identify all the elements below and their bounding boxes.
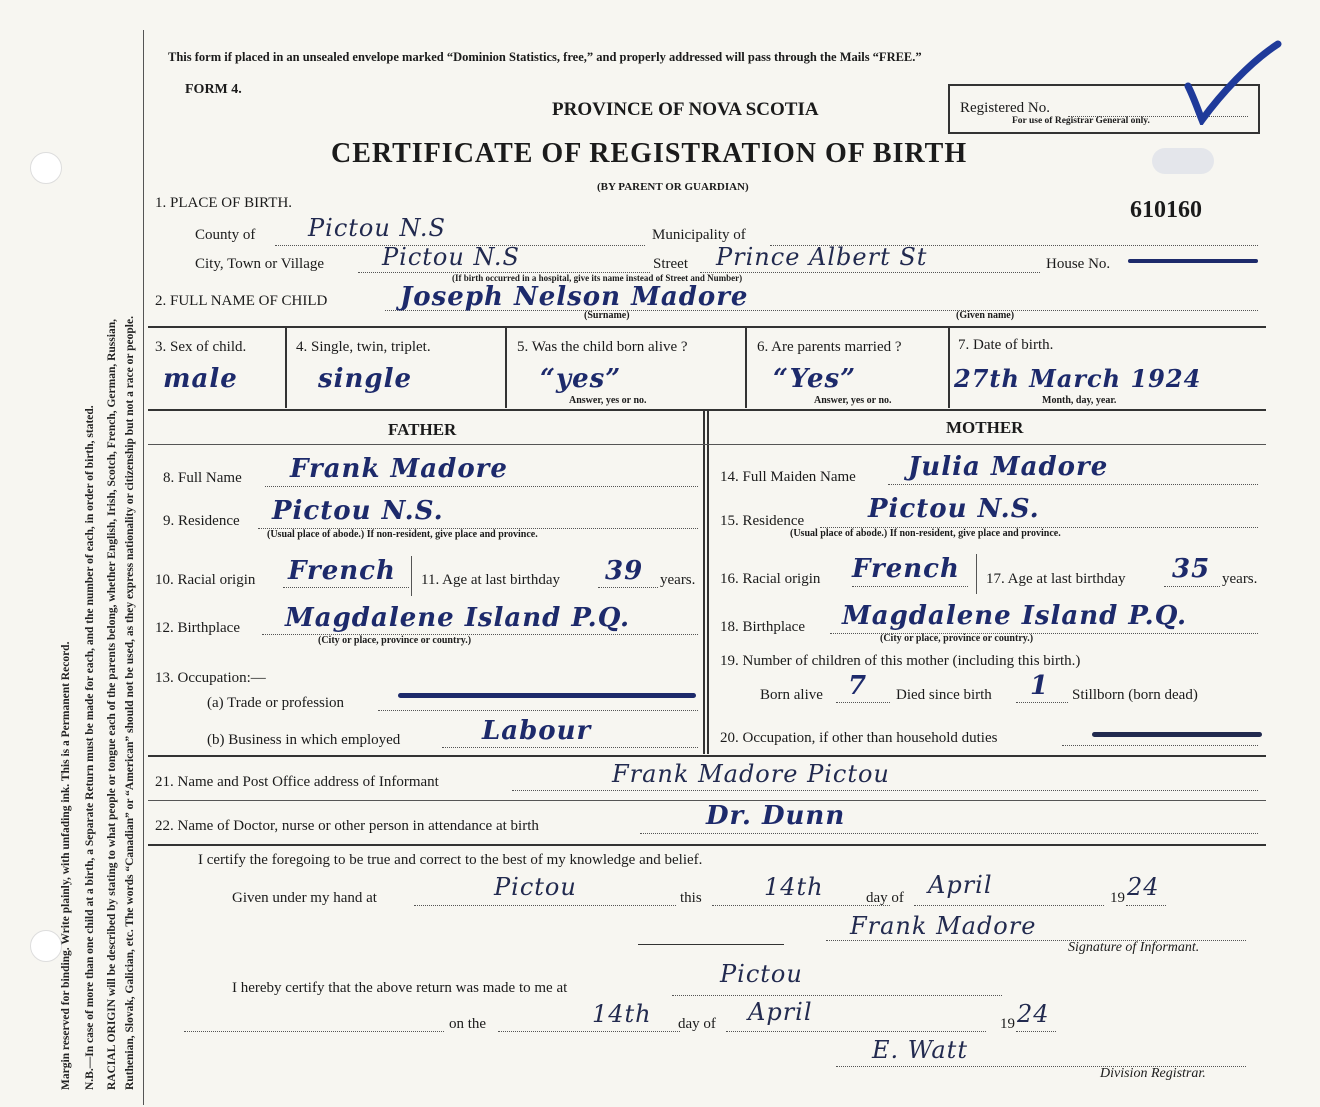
punch-hole-top [30, 152, 62, 184]
mother-birthplace-value: Magdalene Island P.Q. [842, 601, 1188, 631]
on-the-label: on the [449, 1016, 487, 1032]
informant-label: 21. Name and Post Office address of Informant [155, 774, 439, 790]
mother-residence-label: 15. Residence [720, 513, 805, 529]
certify-day: 14th [764, 873, 824, 901]
father-years: years. [660, 572, 696, 588]
born-alive-note: Answer, yes or no. [569, 395, 647, 406]
father-birthplace-note: (City or place, province or country.) [318, 635, 472, 646]
doctor-value: Dr. Dunn [706, 801, 846, 831]
registered-note: For use of Registrar General only. [1012, 116, 1150, 126]
father-birthplace-value: Magdalene Island P.Q. [285, 603, 631, 633]
registered-label: Registered No. [960, 100, 1050, 116]
given-name-note: (Given name) [956, 310, 1015, 321]
father-name-value: Frank Madore [290, 454, 508, 484]
registrar-place: Pictou [720, 960, 803, 988]
registrar-day: 14th [592, 1000, 652, 1028]
father-racial-label: 10. Racial origin [155, 572, 256, 588]
informant-signature-label: Signature of Informant. [1068, 940, 1200, 955]
hospital-note: (If birth occurred in a hospital, give its name instead of Street and Number) [452, 273, 743, 283]
born-alive-question: 5. Was the child born alive ? [517, 339, 688, 355]
doctor-label: 22. Name of Doctor, nurse or other person in attendance at birth [155, 818, 539, 834]
registrar-year-prefix: 19 [1000, 1016, 1015, 1032]
sidebar-line-4: Ruthenian, Slovak, Galician, etc. The words “Canadian” or “American” should not be used, as they express nationality or citizenship but not a race or people. [124, 316, 136, 1090]
mother-name-value: Julia Madore [908, 452, 1109, 482]
stamp-smudge [1152, 148, 1214, 174]
mother-residence-note: (Usual place of abode.) If non-resident, give place and province. [790, 528, 1061, 539]
given-place: Pictou [494, 873, 577, 901]
form-number: FORM 4. [185, 82, 242, 97]
province-heading: PROVINCE OF NOVA SCOTIA [552, 99, 819, 120]
business-label: (b) Business in which employed [207, 732, 401, 748]
mother-occupation-label: 20. Occupation, if other than household duties [720, 730, 998, 746]
born-alive-count: 7 [848, 671, 868, 701]
father-residence-note: (Usual place of abode.) If non-resident, give place and province. [267, 529, 538, 540]
street-label: Street [653, 256, 688, 272]
birth-date-note: Month, day, year. [1042, 395, 1117, 406]
married-note: Answer, yes or no. [814, 395, 892, 406]
father-age-label: 11. Age at last birthday [421, 572, 560, 588]
surname-note: (Surname) [584, 310, 630, 321]
father-residence-label: 9. Residence [163, 513, 240, 529]
sidebar-line-1: Margin reserved for binding. Write plainly, with unfading ink. This is a Permanent Record. [60, 641, 72, 1090]
mother-age-value: 35 [1172, 554, 1211, 584]
mother-birthplace-note: (City or place, province or country.) [880, 633, 1034, 644]
father-residence-value: Pictou N.S. [272, 496, 444, 526]
registrar-year-suffix: 24 [1017, 1000, 1050, 1028]
county-label: County of [195, 227, 256, 243]
certify-day-label: day of [866, 890, 904, 906]
mother-age-label: 17. Age at last birthday [986, 571, 1126, 587]
registrar-signature: E. Watt [872, 1036, 968, 1064]
father-heading: FATHER [388, 420, 457, 439]
stillborn-label: Stillborn (born dead) [1072, 687, 1198, 703]
margin-rule [143, 30, 144, 1105]
informant-value: Frank Madore Pictou [612, 760, 890, 788]
certificate-title: CERTIFICATE OF REGISTRATION OF BIRTH [331, 138, 968, 169]
house-dash [1128, 259, 1258, 263]
trade-label: (a) Trade or profession [207, 695, 345, 711]
born-alive-answer: “yes” [540, 364, 622, 394]
certify-year-suffix: 24 [1127, 873, 1160, 901]
punch-hole-bottom [30, 930, 62, 962]
father-birthplace-label: 12. Birthplace [155, 620, 240, 636]
mother-racial-value: French [852, 554, 960, 584]
occupation-label: 13. Occupation:— [155, 670, 266, 686]
died-count: 1 [1030, 671, 1050, 701]
mother-birthplace-label: 18. Birthplace [720, 619, 805, 635]
certificate-subtitle: (BY PARENT OR GUARDIAN) [597, 181, 749, 193]
birth-date-value: 27th March 1924 [954, 364, 1202, 393]
children-count-label: 19. Number of children of this mother (including this birth.) [720, 653, 1081, 669]
birth-type-value: single [318, 364, 413, 394]
city-label: City, Town or Village [195, 256, 325, 272]
sex-label: 3. Sex of child. [155, 339, 247, 355]
this-label: this [680, 890, 702, 906]
place-heading: 1. PLACE OF BIRTH. [155, 195, 293, 211]
checkmark-icon [1180, 40, 1285, 125]
municipality-label: Municipality of [652, 227, 746, 243]
birth-date-label: 7. Date of birth. [958, 337, 1054, 353]
street-value: Prince Albert St [716, 243, 928, 271]
binding-margin [0, 0, 140, 1107]
sex-value: male [163, 364, 238, 394]
given-label: Given under my hand at [232, 890, 377, 906]
registrar-signature-label: Division Registrar. [1100, 1066, 1206, 1081]
married-question: 6. Are parents married ? [757, 339, 902, 355]
informant-signature: Frank Madore [850, 912, 1037, 940]
birth-type-label: 4. Single, twin, triplet. [296, 339, 431, 355]
child-name-value: Joseph Nelson Madore [400, 282, 749, 312]
mother-years: years. [1222, 571, 1258, 587]
trade-dash [398, 693, 696, 698]
child-name-label: 2. FULL NAME OF CHILD [155, 293, 328, 309]
registrar-statement: I hereby certify that the above return was made to me at [232, 980, 568, 996]
sidebar-line-2: N.B.—In case of more than one child at a birth, a Separate Return must be made for each, and the number of each, in order of birth, stated. [84, 405, 96, 1090]
divider-rule [638, 944, 784, 945]
certify-year-prefix: 19 [1110, 890, 1125, 906]
father-age-value: 39 [605, 556, 644, 586]
city-value: Pictou N.S [382, 243, 520, 271]
mother-name-label: 14. Full Maiden Name [720, 469, 856, 485]
father-racial-value: French [288, 556, 396, 586]
father-name-label: 8. Full Name [163, 470, 242, 486]
house-label: House No. [1046, 256, 1111, 272]
mother-heading: MOTHER [946, 418, 1024, 437]
mail-notice: This form if placed in an unsealed envelope marked “Dominion Statistics, free,” and properly addressed will pass through the Mails “FREE.” [168, 50, 922, 64]
mother-occupation-dash [1092, 732, 1262, 737]
registrar-day-label: day of [678, 1016, 716, 1032]
certify-statement: I certify the foregoing to be true and correct to the best of my knowledge and belief. [198, 852, 703, 868]
born-alive-label: Born alive [760, 687, 823, 703]
certificate-number: 610160 [1130, 197, 1202, 223]
mother-residence-value: Pictou N.S. [868, 494, 1040, 524]
died-label: Died since birth [896, 687, 992, 703]
mother-racial-label: 16. Racial origin [720, 571, 821, 587]
county-value: Pictou N.S [308, 214, 446, 242]
certify-month: April [928, 871, 993, 899]
sidebar-line-3: RACIAL ORIGIN will be described by stating to what people or tongue each of the parents belong, whether English, Irish, Scotch, French, German, Russian, [106, 319, 118, 1090]
married-answer: “Yes” [773, 364, 857, 394]
business-value: Labour [482, 716, 592, 746]
registrar-month: April [748, 998, 813, 1026]
